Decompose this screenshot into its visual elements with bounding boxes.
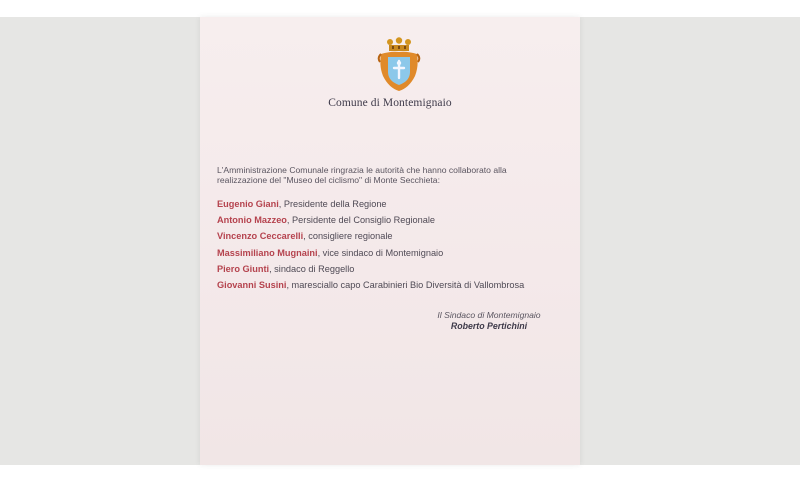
list-item [217, 212, 577, 228]
signature-block [420, 310, 558, 332]
intro-line: realizzazione del "Museo del ciclismo" di Monte Secchieta: [217, 175, 440, 185]
acknowledgement-intro [217, 165, 562, 185]
municipality-title: Comune di Montemignaio [328, 97, 452, 109]
person-role: , sindaco di Reggello [269, 263, 355, 274]
intro-line: L'Amministrazione Comunale ringrazia le autorità che hanno collaborato alla [217, 165, 507, 175]
document-sheet [200, 17, 580, 465]
person-role: , maresciallo capo Carabinieri Bio Diversità di Vallombrosa [286, 280, 525, 291]
signatory-name: Roberto Pertichini [450, 321, 528, 331]
person-name: Massimiliano Mugnaini [217, 247, 318, 258]
person-name: Piero Giunti [217, 263, 270, 274]
person-role: , vice sindaco di Montemignaio [317, 247, 444, 258]
person-name: Eugenio Giani [217, 199, 279, 209]
person-name: Giovanni Susini [217, 280, 287, 291]
list-item [217, 261, 577, 277]
signatory-role: Il Sindaco di Montemignaio [437, 310, 541, 320]
person-role: , Presidente della Regione [278, 199, 387, 209]
person-name: Vincenzo Ceccarelli [217, 231, 304, 242]
acknowledgement-list [217, 196, 577, 293]
list-item [217, 228, 577, 244]
list-item [217, 277, 577, 293]
person-name: Antonio Mazzeo [217, 215, 287, 226]
coat-of-arms-icon [377, 36, 421, 92]
person-role: , Persidente del Consiglio Regionale [286, 215, 436, 226]
person-role: , consigliere regionale [303, 231, 393, 242]
list-item [217, 196, 577, 212]
list-item [217, 245, 577, 261]
